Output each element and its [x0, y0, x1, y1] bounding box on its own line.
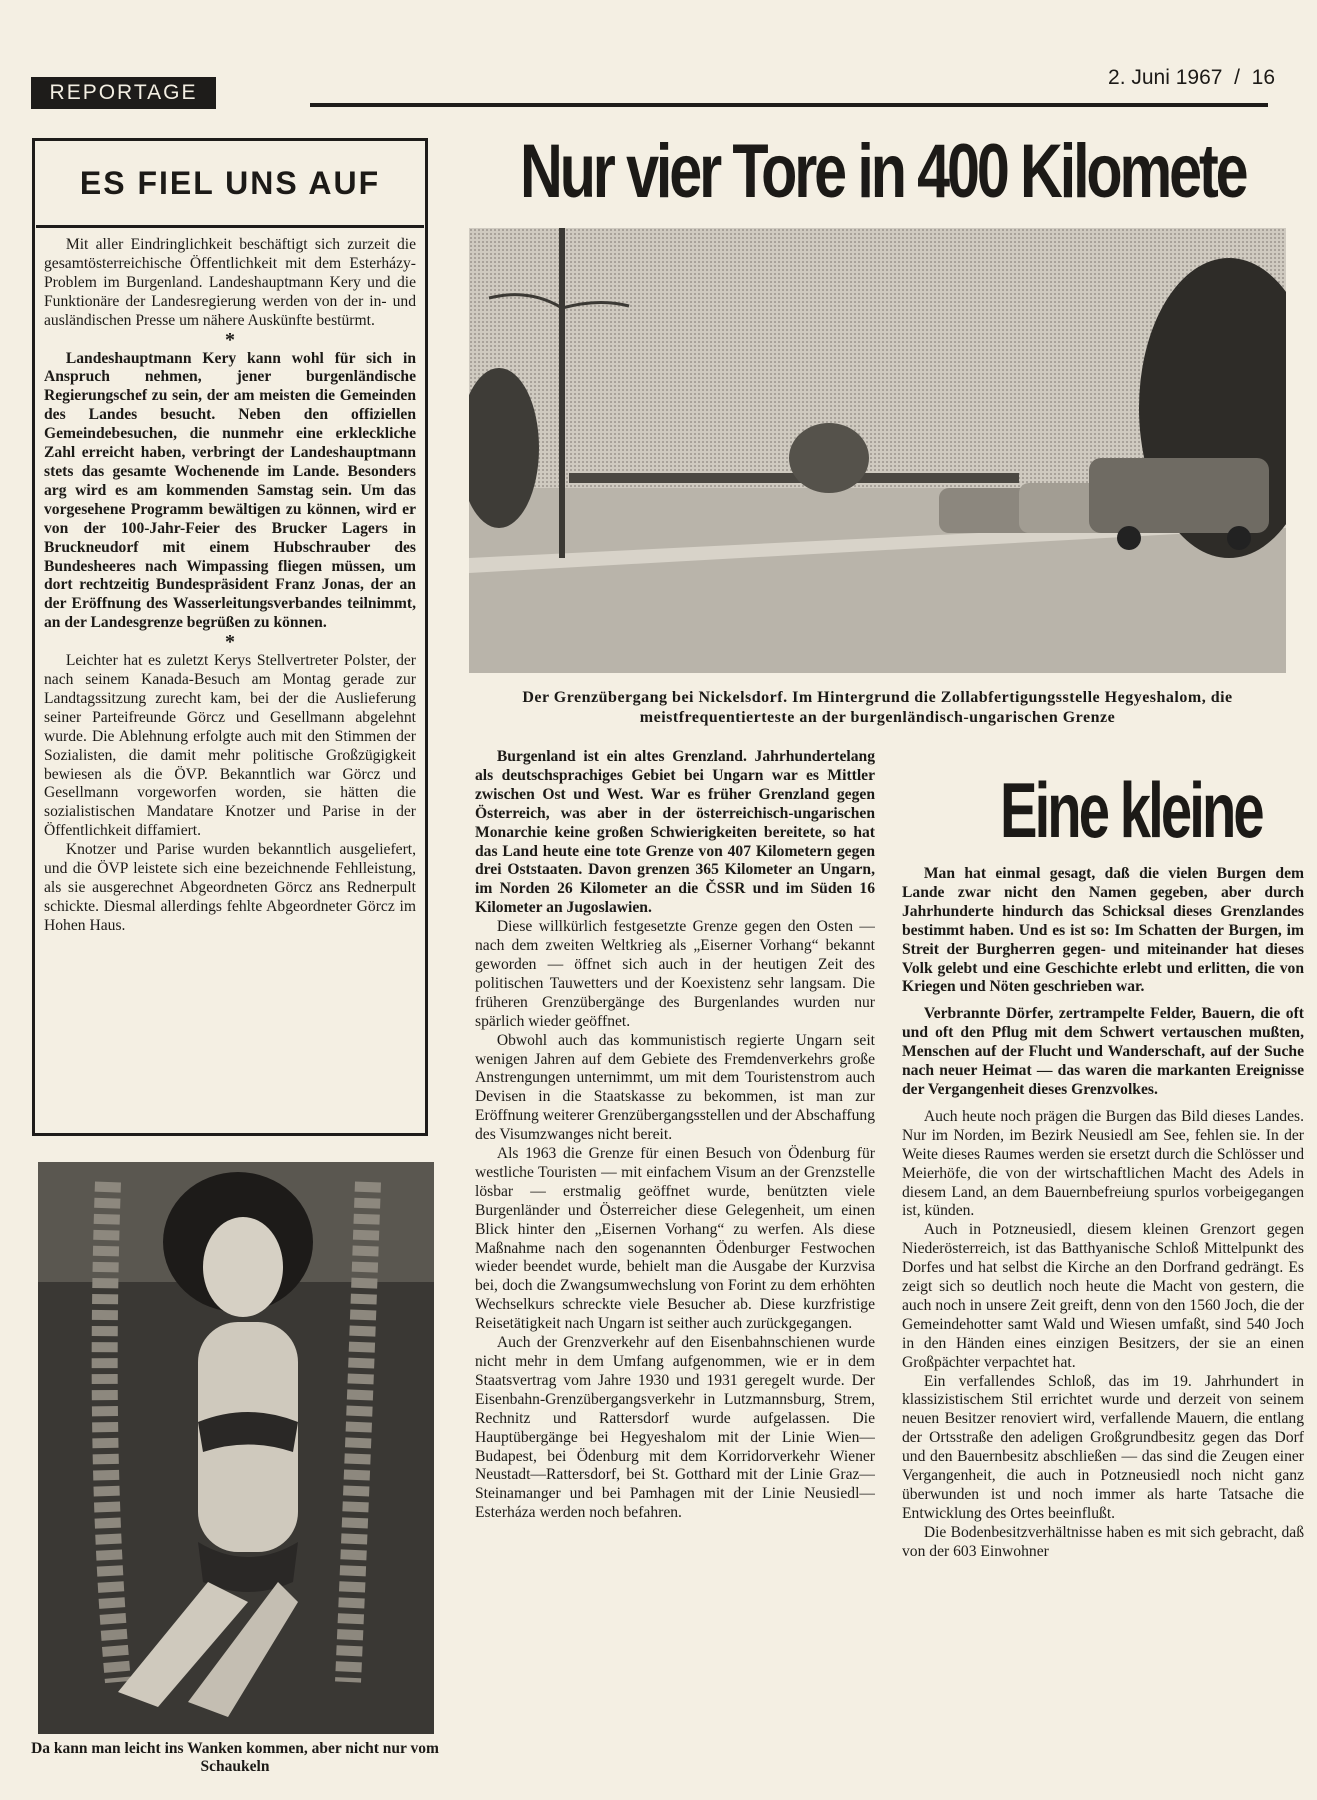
paragraph: Verbrannte Dörfer, zertrampelte Felder, Bauern, die oft und oft den Pflug mit dem Schwert vertauschen mußten, Menschen auf der Flucht und Wanderschaft, auf der Suche nach neuer Heimat — das waren die markanten Ereignisse der Vergangenheit dieses Grenzvolkes. — [902, 1005, 1304, 1098]
separator-star: * — [225, 328, 235, 351]
second-headline: Eine kleine — [1000, 766, 1262, 854]
separator-star: * — [225, 631, 235, 654]
separator: / — [1234, 66, 1240, 89]
sidebar-text — [44, 236, 416, 1126]
paragraph: Burgenland ist ein altes Grenzland. Jahrhundertelang als deutschsprachiges Gebiet bei Ungarn war es Mittler zwischen Ost und West. War es früher Grenzland gegen Österreich, was aber in der österreichisch-ungarischen Monarchie keine großen Schwierigkeiten bereitete, so hat das Land heute eine tote Grenze von 407 Kilometern gegen drei Oststaaten. Davon grenzen 365 Kilometer an Ungarn, im Norden 26 Kilometer an die ČSSR und im Süden 16 Kilometer an Jugoslawien. — [475, 748, 875, 917]
paragraph: Mit aller Eindringlichkeit beschäftigt sich zurzeit die gesamtösterreichische Öffentlichkeit mit dem Esterházy-Problem im Burgenland. Landeshauptmann Kery und die Funktionäre der Landesregierung werden von der in- und ausländischen Presse um nähere Auskünfte bestürmt. — [44, 236, 416, 329]
second-article-body — [902, 865, 1304, 1740]
photo-caption: Der Grenzübergang bei Nickelsdorf. Im Hintergrund die Zollabfertigungsstelle Hegyeshalom, die meistfrequentierteste an der burgenländisch-ungarischen Grenze — [522, 689, 1233, 726]
paragraph: Obwohl auch das kommunistisch regierte Ungarn seit wenigen Jahren auf dem Gebiete des Fremdenverkehrs große Anstrengungen unternimmt, um mit dem Touristenstrom auch Devisen in die Staatskasse zu bekommen, ist man zur Eröffnung weiterer Grenzübergangsstellen und der Abschaffung des Visumzwanges nicht bereit. — [475, 1031, 875, 1144]
paragraph: Man hat einmal gesagt, daß die vielen Burgen dem Lande zwar nicht den Namen gegeben, aber durch Jahrhunderte hindurch das Schicksal dieses Grenzlandes bestimmt haben. Und es ist so: Im Schatten der Burgen, im Streit der Burgherren gegen- und miteinander hat dieses Volk gelebt und eine Geschichte erlebt und erlitten, die von Kriegen und Nöten geschrieben war. — [902, 865, 1304, 996]
article-body — [475, 748, 875, 1738]
paragraph: Die Bodenbesitzverhältnisse haben es mit sich gebracht, daß von der 603 Einwohner — [902, 1523, 1304, 1560]
paragraph: Auch der Grenzverkehr auf den Eisenbahnschienen wurde nicht mehr in dem Umfang aufgenommen, wie er in dem Staatsvertrag vom Jahre 1930 und 1931 geregelt wurde. Der Eisenbahn-Grenzübergangsverkehr in Lutzmannsburg, Strem, Rechnitz und Rattersdorf wurde aufgelassen. Die Hauptübergänge bei Hegyeshalom mit der Linie Wien—Budapest, bei Ödenburg mit dem Korridorverkehr Wiener Neustadt—Rattersdorf, bei St. Gotthard mit der Linie Graz—Steinamanger und bei Pamhagen mit der Linie Neusiedl—Esterháza werden noch befahren. — [475, 1334, 875, 1522]
section-label: REPORTAGE — [31, 77, 216, 109]
photo-caption: Da kann man leicht ins Wanken kommen, aber nicht nur vom Schaukeln — [31, 1740, 439, 1775]
paragraph: Diese willkürlich festgesetzte Grenze gegen den Osten — nach dem zweiten Weltkrieg als „Eiserner Vorhang“ bekannt geworden — öffnet sich auch in der heutigen Zeit des politischen Tauwetters und der Koexistenz sehr langsam. Die früheren Grenzübergänge des Burgenlandes wurden nur spärlich wieder geöffnet. — [475, 918, 875, 1030]
border-crossing-photo — [469, 228, 1286, 673]
paragraph: Landeshauptmann Kery kann wohl für sich in Anspruch nehmen, jener burgenländische Regierungschef zu sein, der am meisten die Gemeinden des Landes besucht. Neben den offiziellen Gemeindebesuchen, die nunmehr eine erkleckliche Zahl erreicht haben, verbringt der Landeshauptmann stets das gesamte Wochenende im Lande. Besonders arg wird es am kommenden Samstag sein. Um das vorgesehene Programm bewältigen zu können, wird er von der 100-Jahr-Feier des Brucker Lagers in Bruckneudorf mit einem Hubschrauber des Bundesheeres nach Wimpassing fliegen müssen, um dort rechtzeitig Bundespräsident Franz Jonas, der an der Eröffnung des Wasserleitungsverbandes teilnimmt, an der Landesgrenze begrüßen zu können. — [44, 349, 416, 632]
paragraph: Ein verfallendes Schloß, das im 19. Jahrhundert in klassizistischem Stil errichtet wurde und derzeit von seinem neuen Besitzer renoviert wird, verfallende Mauern, die entlang der Ortsstraße den adeligen Großgrundbesitz gegen das Dorf und den Bauernbesitz abschließen — das sind die Zeugen einer Vergangenheit, die auch in Potzneusiedl noch nicht ganz überwunden ist und noch immer als harte Tatsache die Entwicklung des Ortes beeinflußt. — [902, 1372, 1304, 1522]
issue-date: 2. Juni 1967 — [1108, 66, 1223, 89]
paragraph: Leichter hat es zuletzt Kerys Stellvertreter Polster, der nach seinem Kanada-Besuch am Montag gerade zur Landtagssitzung zurecht kam, bei der die Auslieferung seiner Parteifreunde Görcz und Gesellmann abgelehnt wurde. Die Ablehnung erfolgte auch mit den Stimmen der Sozialisten, die damit mehr politische Großzügigkeit bewiesen als die ÖVP. Bekanntlich war Görcz und Gesellmann vorgeworfen worden, sie hätten die sozialistischen Mandatare Knotzer und Parise in der Öffentlichkeit diffamiert. — [44, 652, 416, 840]
swing-photo — [38, 1162, 434, 1734]
paragraph: Knotzer und Parise wurden bekanntlich ausgeliefert, und die ÖVP leistete sich eine bezeichnende Fehlleistung, als sie ausgerechnet Abgeordneten Görcz ans Rednerpult schickte. Diesmal allerdings fehlte Abgeordneter Görcz im Hohen Haus. — [44, 841, 416, 934]
header-rule — [310, 103, 1268, 107]
paragraph: Auch in Potzneusiedl, diesem kleinen Grenzort gegen Niederösterreich, ist das Batthyanische Schloß Mittelpunkt des Dorfes und hat selbst die Kirche an den Dorfrand gedrängt. Es zeigt sich so deutlich noch heute die Macht von gestern, die auch noch in unsere Zeit greift, denn von den 1560 Joch, die der Gemeindehotter samt Wald und Wiesen umfaßt, sind 540 Joch in den Händen eines einzigen Besitzers, der sie an einen Großpächter verpachtet hat. — [902, 1221, 1304, 1371]
page-number: 16 — [1251, 66, 1275, 89]
issue-date-page — [1050, 66, 1275, 90]
sidebar-title: ES FIEL UNS AUF — [36, 141, 424, 228]
paragraph: Als 1963 die Grenze für einen Besuch von Ödenburg für westliche Touristen — mit einfachem Visum an der Grenzstelle lösbar — erstmalig geöffnet wurde, benützten viele Burgenländer und Österreicher diese Gelegenheit, um einen Blick hinter den „Eisernen Vorhang“ zu werfen. Als diese Maßnahme nach den sogenannten Ödenburger Festwochen wieder beendet wurde, behielt man die Ausgabe der Kurzvisa bei, doch die Zwangsumwechslung von Forint zu dem erhöhten Wechselkurs schreckte viele Besucher ab. Diese kurzfristige Reisetätigkeit nach Ungarn ist seither auch zurückgegangen. — [475, 1145, 875, 1333]
main-headline: Nur vier Tore in 400 Kilomete — [520, 129, 1246, 213]
paragraph: Auch heute noch prägen die Burgen das Bild dieses Landes. Nur im Norden, im Bezirk Neusiedl am See, fehlen sie. In der Weite dieses Raumes werden sie ersetzt durch die Schlösser und Meierhöfe, die von der wirtschaftlichen Macht des Adels in diesem Land, an dem Bauernbefreiung spurlos vorbeigegangen ist, künden. — [902, 1107, 1304, 1220]
